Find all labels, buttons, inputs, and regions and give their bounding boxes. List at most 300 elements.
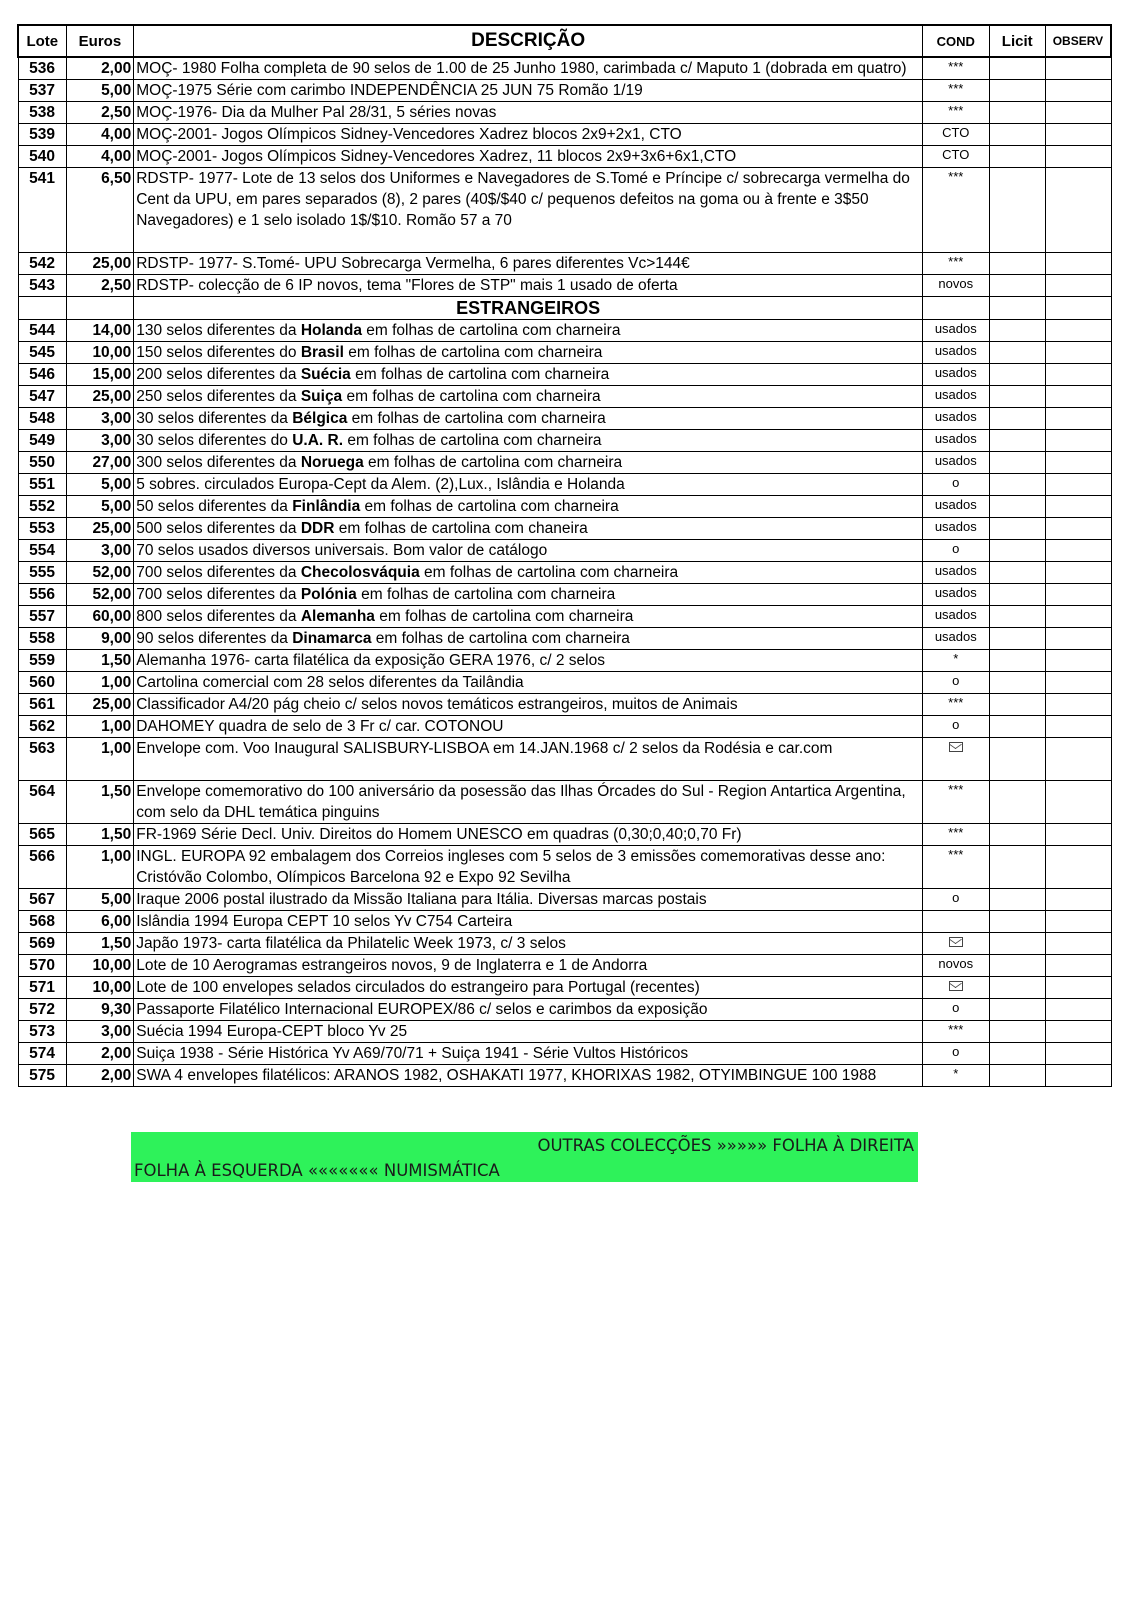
bid-cell <box>989 474 1045 496</box>
bid-cell <box>989 824 1045 846</box>
table-row <box>18 911 1111 933</box>
description-suffix: em folhas de cartolina com charneira <box>343 344 603 361</box>
description-suffix: em folhas de cartolina com charneira <box>371 630 630 647</box>
observation-cell <box>1045 1021 1111 1043</box>
description-suffix: em folhas de cartolina com charneira <box>361 322 621 339</box>
lot-description: MOÇ-2001- Jogos Olímpicos Sidney-Vencedores Xadrez, 11 blocos 2x9+3x6+6x1,CTO <box>134 146 923 168</box>
table-row <box>18 846 1111 889</box>
observation-cell <box>1045 889 1111 911</box>
table-row <box>18 386 1111 408</box>
table-row <box>18 889 1111 911</box>
lot-price: 5,00 <box>66 496 134 518</box>
lot-condition: o <box>922 540 989 562</box>
section-spacer <box>989 297 1045 320</box>
observation-cell <box>1045 824 1111 846</box>
observation-cell <box>1045 452 1111 474</box>
lot-condition <box>922 933 989 955</box>
lot-number: 561 <box>18 694 66 716</box>
bid-cell <box>989 889 1045 911</box>
observation-cell <box>1045 562 1111 584</box>
lot-price: 3,00 <box>66 430 134 452</box>
observation-cell <box>1045 999 1111 1021</box>
observation-cell <box>1045 430 1111 452</box>
table-row <box>18 452 1111 474</box>
lot-description <box>134 408 923 430</box>
lot-number: 556 <box>18 584 66 606</box>
bid-cell <box>989 540 1045 562</box>
bid-cell <box>989 80 1045 102</box>
country-name: Finlândia <box>292 498 361 515</box>
lot-number: 541 <box>18 168 66 253</box>
observation-cell <box>1045 911 1111 933</box>
description-prefix: 150 selos diferentes do <box>136 344 301 361</box>
lot-number: 537 <box>18 80 66 102</box>
table-row <box>18 977 1111 999</box>
observation-cell <box>1045 1065 1111 1087</box>
lot-number: 568 <box>18 911 66 933</box>
country-name: Alemanha <box>300 608 375 625</box>
lot-description: Envelope comemorativo do 100 aniversário da posessão das Ilhas Órcades do Sul - Region Antartica Argentina, com selo da DHL temática pinguins <box>134 781 923 824</box>
lot-condition: o <box>922 474 989 496</box>
lot-description: Cartolina comercial com 28 selos diferentes da Tailândia <box>134 672 923 694</box>
bid-cell <box>989 253 1045 275</box>
lot-number: 547 <box>18 386 66 408</box>
observation-cell <box>1045 716 1111 738</box>
observation-cell <box>1045 1043 1111 1065</box>
lot-number: 565 <box>18 824 66 846</box>
description-prefix: 90 selos diferentes da <box>136 630 293 647</box>
country-name: Checolosváquia <box>300 564 420 581</box>
lot-description <box>134 562 923 584</box>
lot-price: 4,00 <box>66 124 134 146</box>
section-spacer <box>66 297 134 320</box>
lot-description <box>134 430 923 452</box>
table-header-row <box>18 25 1111 57</box>
lot-condition: *** <box>922 824 989 846</box>
lot-description: INGL. EUROPA 92 embalagem dos Correios ingleses com 5 selos de 3 emissões comemorativas desse ano: Cristóvão Colombo, Olímpicos Barcelona 92 e Expo 92 Sevilha <box>134 846 923 889</box>
lot-description: Japão 1973- carta filatélica da Philatelic Week 1973, c/ 3 selos <box>134 933 923 955</box>
bid-cell <box>989 999 1045 1021</box>
description-suffix: em folhas de cartolina com charneira <box>419 564 679 581</box>
lot-condition: usados <box>922 496 989 518</box>
lot-price: 1,00 <box>66 738 134 781</box>
description-suffix: em folhas de cartolina com charneira <box>350 366 610 383</box>
description-suffix: em folhas de cartolina com charneira <box>342 388 601 405</box>
lot-number: 563 <box>18 738 66 781</box>
lot-description: MOÇ-1975 Série com carimbo INDEPENDÊNCIA 25 JUN 75 Romão 1/19 <box>134 80 923 102</box>
observation-cell <box>1045 496 1111 518</box>
table-row <box>18 650 1111 672</box>
lot-condition: usados <box>922 408 989 430</box>
bid-cell <box>989 364 1045 386</box>
table-row <box>18 999 1111 1021</box>
observation-cell <box>1045 386 1111 408</box>
lot-price: 2,00 <box>66 57 134 80</box>
lot-number: 564 <box>18 781 66 824</box>
lot-price: 1,50 <box>66 650 134 672</box>
lot-condition: novos <box>922 275 989 297</box>
table-row <box>18 364 1111 386</box>
description-prefix: 500 selos diferentes da <box>136 520 301 537</box>
bid-cell <box>989 386 1045 408</box>
bid-cell <box>989 1043 1045 1065</box>
lot-condition: * <box>922 650 989 672</box>
lot-condition: o <box>922 999 989 1021</box>
observation-cell <box>1045 124 1111 146</box>
lot-number: 540 <box>18 146 66 168</box>
table-row <box>18 694 1111 716</box>
lot-description <box>134 386 923 408</box>
lot-number: 562 <box>18 716 66 738</box>
lot-number: 560 <box>18 672 66 694</box>
bid-cell <box>989 124 1045 146</box>
table-row <box>18 518 1111 540</box>
table-row <box>18 562 1111 584</box>
country-name: Holanda <box>300 322 362 339</box>
bid-cell <box>989 628 1045 650</box>
lot-description <box>134 496 923 518</box>
lot-number: 569 <box>18 933 66 955</box>
lot-condition: usados <box>922 364 989 386</box>
lot-number: 572 <box>18 999 66 1021</box>
bid-cell <box>989 275 1045 297</box>
lot-number: 573 <box>18 1021 66 1043</box>
lot-condition: novos <box>922 955 989 977</box>
lot-number: 545 <box>18 342 66 364</box>
observation-cell <box>1045 606 1111 628</box>
observation-cell <box>1045 584 1111 606</box>
lot-price: 9,30 <box>66 999 134 1021</box>
observation-cell <box>1045 650 1111 672</box>
country-name: Dinamarca <box>292 630 372 647</box>
observation-cell <box>1045 933 1111 955</box>
lot-number: 567 <box>18 889 66 911</box>
lot-price: 15,00 <box>66 364 134 386</box>
lot-description: Alemanha 1976- carta filatélica da exposição GERA 1976, c/ 2 selos <box>134 650 923 672</box>
lot-number: 536 <box>18 57 66 80</box>
lot-price: 2,50 <box>66 102 134 124</box>
envelope-icon <box>949 981 963 991</box>
table-row <box>18 933 1111 955</box>
table-row <box>18 253 1111 275</box>
table-row <box>18 146 1111 168</box>
lot-description: Suécia 1994 Europa-CEPT bloco Yv 25 <box>134 1021 923 1043</box>
bid-cell <box>989 650 1045 672</box>
lot-price: 1,50 <box>66 933 134 955</box>
table-row <box>18 1065 1111 1087</box>
bid-cell <box>989 57 1045 80</box>
description-prefix: 200 selos diferentes da <box>136 366 301 383</box>
lot-description: Islândia 1994 Europa CEPT 10 selos Yv C754 Carteira <box>134 911 923 933</box>
bid-cell <box>989 606 1045 628</box>
lot-number: 543 <box>18 275 66 297</box>
lot-description: Envelope com. Voo Inaugural SALISBURY-LISBOA em 14.JAN.1968 c/ 2 selos da Rodésia e car.com <box>134 738 923 781</box>
observation-cell <box>1045 57 1111 80</box>
lot-description: Classificador A4/20 pág cheio c/ selos novos temáticos estrangeiros, muitos de Animais <box>134 694 923 716</box>
lot-price: 60,00 <box>66 606 134 628</box>
table-row <box>18 168 1111 253</box>
description-prefix: 30 selos diferentes da <box>136 410 293 427</box>
lot-price: 1,00 <box>66 672 134 694</box>
bid-cell <box>989 738 1045 781</box>
header-observ: OBSERV <box>1045 25 1111 57</box>
lot-number: 538 <box>18 102 66 124</box>
lot-description: MOÇ- 1980 Folha completa de 90 selos de 1.00 de 25 Junho 1980, carimbada c/ Maputo 1 (dobrada em quatro) <box>134 57 923 80</box>
table-row <box>18 342 1111 364</box>
section-title: ESTRANGEIROS <box>134 297 923 320</box>
table-row <box>18 80 1111 102</box>
lot-number: 566 <box>18 846 66 889</box>
observation-cell <box>1045 518 1111 540</box>
lot-price: 9,00 <box>66 628 134 650</box>
lot-condition: *** <box>922 57 989 80</box>
lot-condition: o <box>922 672 989 694</box>
bid-cell <box>989 102 1045 124</box>
description-prefix: 30 selos diferentes do <box>136 432 293 449</box>
lot-price: 1,50 <box>66 824 134 846</box>
lot-condition: CTO <box>922 146 989 168</box>
lot-price: 2,00 <box>66 1043 134 1065</box>
lot-price: 52,00 <box>66 562 134 584</box>
lot-price: 10,00 <box>66 955 134 977</box>
lot-price: 1,50 <box>66 781 134 824</box>
observation-cell <box>1045 540 1111 562</box>
lot-number: 571 <box>18 977 66 999</box>
table-row <box>18 716 1111 738</box>
table-row <box>18 738 1111 781</box>
lot-price: 2,50 <box>66 275 134 297</box>
lot-price: 5,00 <box>66 889 134 911</box>
observation-cell <box>1045 168 1111 253</box>
observation-cell <box>1045 955 1111 977</box>
lot-condition: *** <box>922 846 989 889</box>
header-lote: Lote <box>18 25 66 57</box>
section-spacer <box>1045 297 1111 320</box>
country-name: Suécia <box>300 366 351 383</box>
table-row <box>18 584 1111 606</box>
lot-description: RDSTP- 1977- S.Tomé- UPU Sobrecarga Vermelha, 6 pares diferentes Vc>144€ <box>134 253 923 275</box>
lot-number: 548 <box>18 408 66 430</box>
header-cond: COND <box>922 25 989 57</box>
bid-cell <box>989 584 1045 606</box>
header-euros: Euros <box>66 25 134 57</box>
lot-condition: o <box>922 889 989 911</box>
table-row <box>18 781 1111 824</box>
lot-condition: *** <box>922 694 989 716</box>
lot-condition: usados <box>922 518 989 540</box>
lot-price: 1,00 <box>66 846 134 889</box>
lot-description: RDSTP- colecção de 6 IP novos, tema "Flores de STP" mais 1 usado de oferta <box>134 275 923 297</box>
lot-description: Lote de 10 Aerogramas estrangeiros novos, 9 de Inglaterra e 1 de Andorra <box>134 955 923 977</box>
lot-number: 558 <box>18 628 66 650</box>
lot-condition <box>922 977 989 999</box>
table-row <box>18 955 1111 977</box>
lot-number: 554 <box>18 540 66 562</box>
description-prefix: 800 selos diferentes da <box>136 608 301 625</box>
lot-description <box>134 452 923 474</box>
section-row <box>18 297 1111 320</box>
lot-condition: usados <box>922 342 989 364</box>
country-name: Noruega <box>300 454 364 471</box>
lot-condition: CTO <box>922 124 989 146</box>
description-suffix: em folhas de cartolina com charneira <box>363 454 623 471</box>
lot-description: SWA 4 envelopes filatélicos: ARANOS 1982, OSHAKATI 1977, KHORIXAS 1982, OTYIMBINGUE 100 1988 <box>134 1065 923 1087</box>
bid-cell <box>989 846 1045 889</box>
lot-condition <box>922 911 989 933</box>
lot-number: 553 <box>18 518 66 540</box>
lot-description: Lote de 100 envelopes selados circulados do estrangeiro para Portugal (recentes) <box>134 977 923 999</box>
next-page-link[interactable]: OUTRAS COLECÇÕES »»»»» FOLHA À DIREITA <box>537 1136 914 1155</box>
country-name: Suiça <box>300 388 343 405</box>
bid-cell <box>989 955 1045 977</box>
lot-condition: usados <box>922 562 989 584</box>
lot-price: 10,00 <box>66 342 134 364</box>
description-prefix: 700 selos diferentes da <box>136 564 301 581</box>
envelope-icon <box>949 937 963 947</box>
lot-number: 539 <box>18 124 66 146</box>
lot-description: RDSTP- 1977- Lote de 13 selos dos Uniformes e Navegadores de S.Tomé e Príncipe c/ sobrecarga vermelha do Cent da UPU, em pares separados (8), 2 pares (40$/$40 c/ pequenos defeitos na goma ou à frente e 3$50 Navegadores) e 1 selo isolado 1$/$10. Romão 57 a 70 <box>134 168 923 253</box>
lot-condition: *** <box>922 102 989 124</box>
lot-price: 4,00 <box>66 146 134 168</box>
lot-condition: usados <box>922 628 989 650</box>
lot-description: Suiça 1938 - Série Histórica Yv A69/70/71 + Suiça 1941 - Série Vultos Históricos <box>134 1043 923 1065</box>
lot-number: 552 <box>18 496 66 518</box>
lot-description <box>134 628 923 650</box>
lot-number: 549 <box>18 430 66 452</box>
table-row <box>18 496 1111 518</box>
lot-description <box>134 606 923 628</box>
bid-cell <box>989 408 1045 430</box>
lot-condition: usados <box>922 320 989 342</box>
lot-price: 3,00 <box>66 540 134 562</box>
lot-description: MOÇ-2001- Jogos Olímpicos Sidney-Vencedores Xadrez blocos 2x9+2x1, CTO <box>134 124 923 146</box>
lot-description: Iraque 2006 postal ilustrado da Missão Italiana para Itália. Diversas marcas postais <box>134 889 923 911</box>
bid-cell <box>989 1065 1045 1087</box>
bid-cell <box>989 146 1045 168</box>
bid-cell <box>989 320 1045 342</box>
description-suffix: em folhas de cartolina com charneira <box>374 608 634 625</box>
observation-cell <box>1045 342 1111 364</box>
lot-price: 6,50 <box>66 168 134 253</box>
table-row <box>18 275 1111 297</box>
bid-cell <box>989 518 1045 540</box>
lot-description: 70 selos usados diversos universais. Bom valor de catálogo <box>134 540 923 562</box>
description-suffix: em folhas de cartolina com charneira <box>360 498 619 515</box>
bid-cell <box>989 672 1045 694</box>
lot-number: 557 <box>18 606 66 628</box>
observation-cell <box>1045 738 1111 781</box>
bid-cell <box>989 562 1045 584</box>
table-row <box>18 1043 1111 1065</box>
table-row <box>18 824 1111 846</box>
bid-cell <box>989 911 1045 933</box>
lot-price: 25,00 <box>66 518 134 540</box>
section-spacer <box>922 297 989 320</box>
table-row <box>18 1021 1111 1043</box>
observation-cell <box>1045 694 1111 716</box>
bid-cell <box>989 1021 1045 1043</box>
lot-price: 5,00 <box>66 80 134 102</box>
observation-cell <box>1045 781 1111 824</box>
description-prefix: 250 selos diferentes da <box>136 388 301 405</box>
header-descricao: DESCRIÇÃO <box>134 25 923 57</box>
lot-price: 27,00 <box>66 452 134 474</box>
lot-description: MOÇ-1976- Dia da Mulher Pal 28/31, 5 séries novas <box>134 102 923 124</box>
observation-cell <box>1045 846 1111 889</box>
lot-condition: *** <box>922 168 989 253</box>
observation-cell <box>1045 275 1111 297</box>
lot-price: 25,00 <box>66 386 134 408</box>
lot-condition: * <box>922 1065 989 1087</box>
lot-number: 559 <box>18 650 66 672</box>
observation-cell <box>1045 408 1111 430</box>
observation-cell <box>1045 628 1111 650</box>
lot-description <box>134 584 923 606</box>
lot-price: 52,00 <box>66 584 134 606</box>
bid-cell <box>989 933 1045 955</box>
table-row <box>18 408 1111 430</box>
lot-number: 575 <box>18 1065 66 1087</box>
lot-condition: o <box>922 716 989 738</box>
observation-cell <box>1045 474 1111 496</box>
description-prefix: 300 selos diferentes da <box>136 454 301 471</box>
envelope-icon <box>949 742 963 752</box>
table-row <box>18 474 1111 496</box>
bid-cell <box>989 781 1045 824</box>
country-name: Bélgica <box>292 410 348 427</box>
lot-number: 544 <box>18 320 66 342</box>
description-suffix: em folhas de cartolina com chaneira <box>334 520 588 537</box>
bid-cell <box>989 694 1045 716</box>
table-body <box>18 57 1111 1087</box>
lot-description: 5 sobres. circulados Europa-Cept da Alem. (2),Lux., Islândia e Holanda <box>134 474 923 496</box>
bid-cell <box>989 430 1045 452</box>
lot-condition: *** <box>922 781 989 824</box>
lot-number: 551 <box>18 474 66 496</box>
table-row <box>18 102 1111 124</box>
country-name: Brasil <box>300 344 344 361</box>
bid-cell <box>989 977 1045 999</box>
description-suffix: em folhas de cartolina com charneira <box>343 432 602 449</box>
country-name: U.A. R. <box>292 432 344 449</box>
lot-condition: usados <box>922 584 989 606</box>
lot-condition <box>922 738 989 781</box>
lot-condition: *** <box>922 80 989 102</box>
observation-cell <box>1045 364 1111 386</box>
lot-condition: usados <box>922 386 989 408</box>
description-suffix: em folhas de cartolina com charneira <box>347 410 606 427</box>
lot-price: 14,00 <box>66 320 134 342</box>
lot-price: 25,00 <box>66 694 134 716</box>
bid-cell <box>989 716 1045 738</box>
table-row <box>18 124 1111 146</box>
lot-description <box>134 364 923 386</box>
lot-description: DAHOMEY quadra de selo de 3 Fr c/ car. COTONOU <box>134 716 923 738</box>
lot-price: 10,00 <box>66 977 134 999</box>
previous-page-link[interactable]: FOLHA À ESQUERDA ««««««« NUMISMÁTICA <box>134 1161 500 1180</box>
lot-number: 542 <box>18 253 66 275</box>
bid-cell <box>989 168 1045 253</box>
lot-number: 555 <box>18 562 66 584</box>
lot-description <box>134 518 923 540</box>
observation-cell <box>1045 146 1111 168</box>
lot-number: 550 <box>18 452 66 474</box>
lot-condition: usados <box>922 452 989 474</box>
lot-description: FR-1969 Série Decl. Univ. Direitos do Homem UNESCO em quadras (0,30;0,40;0,70 Fr) <box>134 824 923 846</box>
navigation-banner <box>131 1132 918 1182</box>
observation-cell <box>1045 253 1111 275</box>
lot-condition: *** <box>922 1021 989 1043</box>
